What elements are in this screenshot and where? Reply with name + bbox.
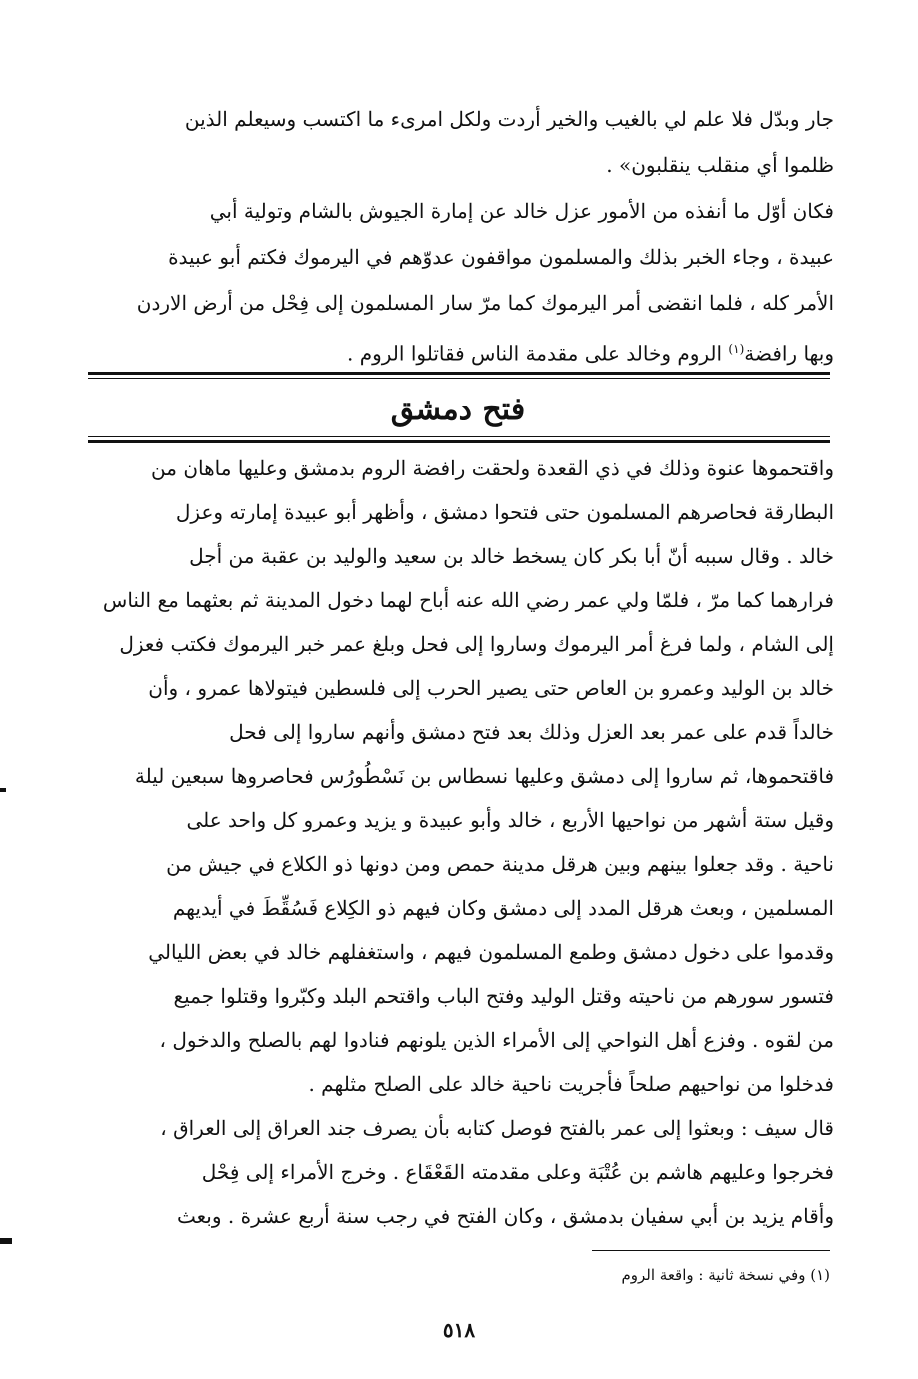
text-line: فخرجوا وعليهم هاشم بن عُتْبَة وعلى مقدمته القَعْقَاع . وخرج الأمراء إلى فِحْل bbox=[201, 1160, 834, 1184]
text-segment: الروم وخالد على مقدمة الناس فقاتلوا الروم . bbox=[347, 341, 729, 366]
text-line: فتسور سورهم من ناحيته وقتل الوليد وفتح الباب واقتحم البلد وكبّروا وقتلوا جميع bbox=[173, 984, 834, 1008]
text-line: وأقام يزيد بن أبي سفيان بدمشق ، وكان الفتح في رجب سنة أربع عشرة . وبعث bbox=[177, 1204, 834, 1228]
section-heading: فتح دمشق bbox=[390, 392, 526, 427]
heading-top-rule-thick bbox=[88, 372, 830, 375]
text-line: الأمر كله ، فلما انقضى أمر اليرموك كما مرّ سار المسلمون إلى فِحْل من أرض الاردن bbox=[136, 291, 834, 315]
text-line: وقيل ستة أشهر من نواحيها الأربع ، خالد وأبو عبيدة و يزيد وعمرو كل واحد على bbox=[186, 808, 834, 832]
text-line: فاقتحموها، ثم ساروا إلى دمشق وعليها نسطاس بن نَسْطُورُس فحاصروها سبعين ليلة bbox=[134, 764, 834, 788]
text-line: من لقوه . وفزع أهل النواحي إلى الأمراء الذين يلونهم فنادوا لهم بالصلح والدخول ، bbox=[159, 1028, 834, 1052]
heading-bottom-rule-thick bbox=[88, 440, 830, 443]
scan-edge-mark bbox=[0, 788, 6, 792]
text-line-with-footnote bbox=[82, 326, 834, 372]
heading-top-rule-thin bbox=[88, 378, 830, 379]
text-line: قال سيف : وبعثوا إلى عمر بالفتح فوصل كتابه بأن يصرف جند العراق إلى العراق ، bbox=[160, 1116, 834, 1140]
intro-paragraph bbox=[82, 96, 834, 372]
text-line: المسلمين ، وبعث هرقل المدد إلى دمشق وكان فيهم ذو الكِلاع فَسُقِّطَ في أيديهم bbox=[172, 896, 834, 920]
text-segment: وبها رافضة bbox=[744, 341, 834, 366]
text-line: إلى الشام ، ولما فرغ أمر اليرموك وساروا إلى فحل وبلغ عمر خبر اليرموك فكتب فعزل bbox=[119, 632, 834, 656]
text-line: عبيدة ، وجاء الخبر بذلك والمسلمون مواقفون عدوّهم في اليرموك فكتم أبو عبيدة bbox=[168, 245, 834, 269]
scan-edge-mark bbox=[0, 1238, 12, 1244]
text-line: ناحية . وقد جعلوا بينهم وبين هرقل مدينة حمص ومن دونها ذو الكلاع في جيش من bbox=[166, 852, 834, 876]
main-paragraph bbox=[82, 446, 834, 1238]
text-line: البطارقة فحاصرهم المسلمون حتى فتحوا دمشق ، وأظهر أبو عبيدة إمارته وعزل bbox=[175, 500, 834, 524]
text-line: فدخلوا من نواحيهم صلحاً فأجريت ناحية خالد على الصلح مثلهم . bbox=[308, 1072, 834, 1096]
text-line: وقدموا على دخول دمشق وطمع المسلمون فيهم ، واستغفلهم خالد في بعض الليالي bbox=[148, 940, 834, 964]
text-line: جار وبدّل فلا علم لي بالغيب والخير أردت ولكل امرىء ما اكتسب وسيعلم الذين bbox=[184, 107, 834, 131]
text-line: فكان أوّل ما أنفذه من الأمور عزل خالد عن إمارة الجيوش بالشام وتولية أبي bbox=[209, 199, 834, 223]
text-line: ظلموا أي منقلب ينقلبون» . bbox=[606, 153, 834, 177]
footnote-rule bbox=[592, 1250, 830, 1251]
page-number: ٥١٨ bbox=[442, 1318, 476, 1342]
text-line: واقتحموها عنوة وذلك في ذي القعدة ولحقت رافضة الروم بدمشق وعليها ماهان من bbox=[151, 456, 834, 480]
footnote: (١) وفي نسخة ثانية : واقعة الروم bbox=[621, 1266, 830, 1284]
heading-bottom-rule-thin bbox=[88, 436, 830, 437]
footnote-marker: (١) bbox=[728, 342, 745, 356]
text-line: خالد بن الوليد وعمرو بن العاص حتى يصير الحرب إلى فلسطين فيتولاها عمرو ، وأن bbox=[148, 676, 834, 700]
text-line: فرارهما كما مرّ ، فلمّا ولي عمر رضي الله عنه أباح لهما دخول المدينة ثم بعثهما مع الناس bbox=[102, 588, 834, 612]
text-line: خالد . وقال سببه أنّ أبا بكر كان يسخط خالد بن سعيد والوليد بن عقبة من أجل bbox=[189, 544, 834, 568]
text-line: خالداً قدم على عمر بعد العزل وذلك بعد فتح دمشق وأنهم ساروا إلى فحل bbox=[229, 720, 834, 744]
